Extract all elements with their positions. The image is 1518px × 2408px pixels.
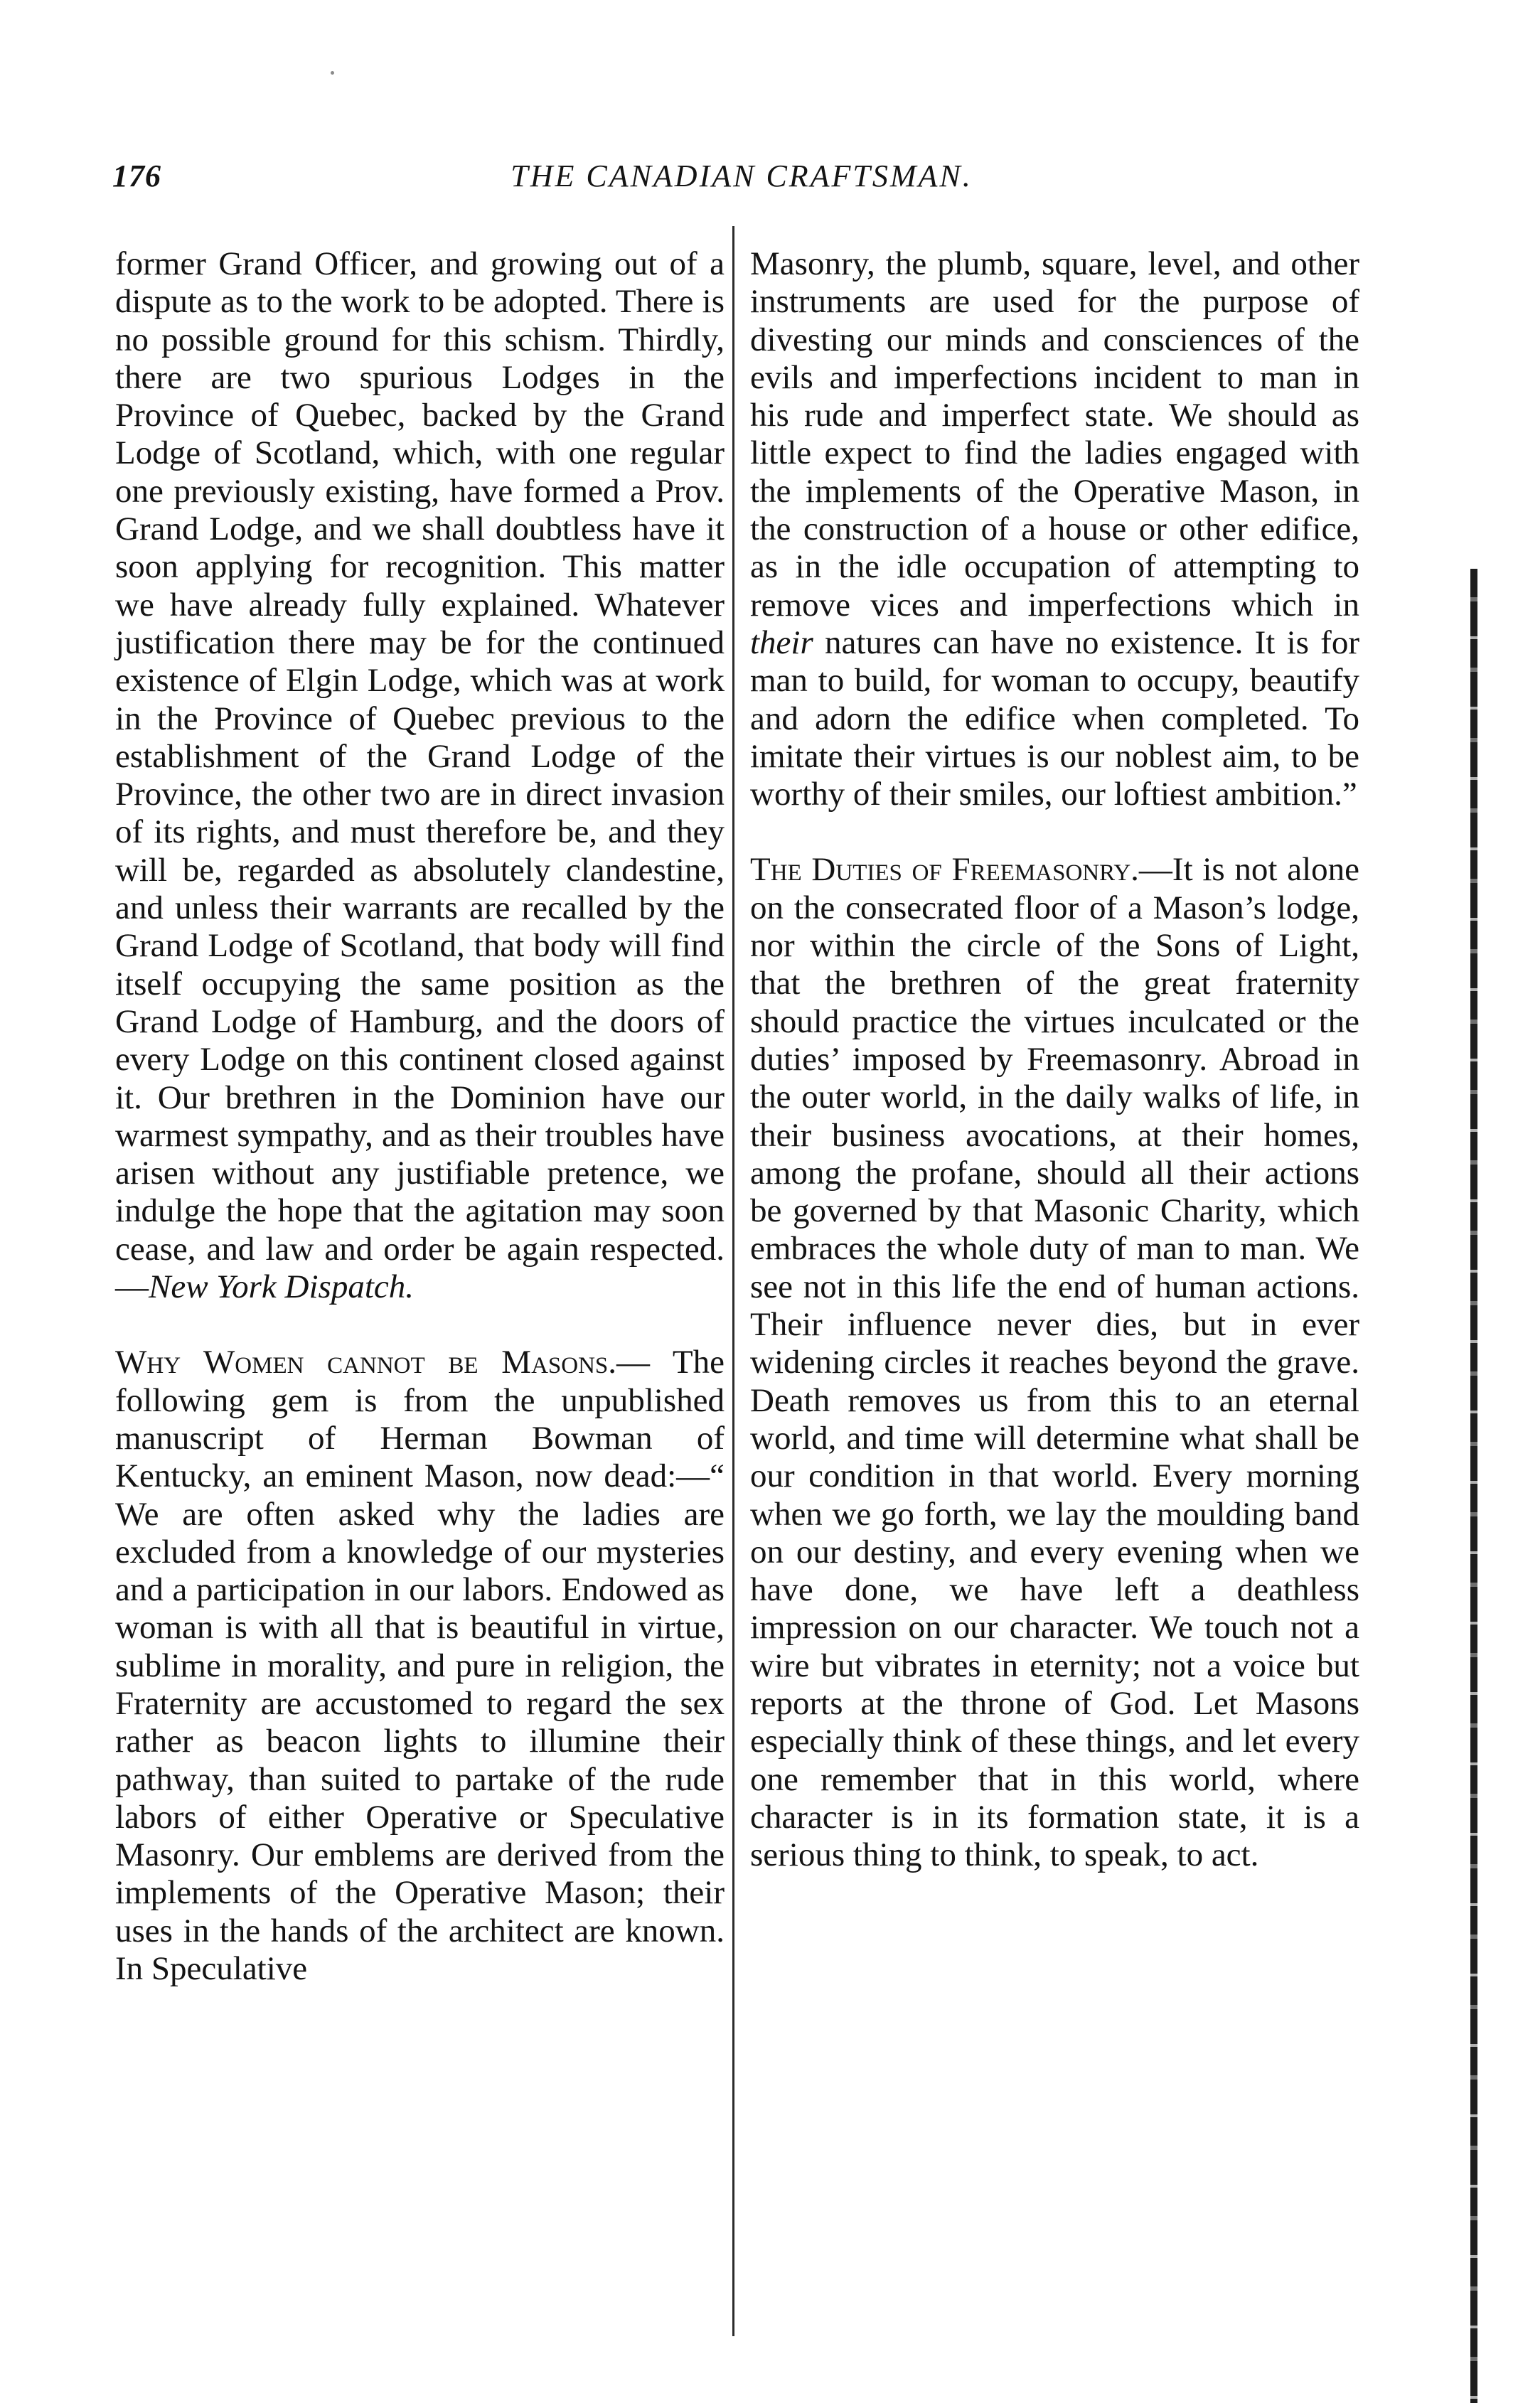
article-heading: The Duties of Freemasonry.— bbox=[750, 851, 1172, 889]
article-women-masons bbox=[115, 1344, 725, 1988]
column-divider bbox=[732, 226, 734, 2336]
page-number: 176 bbox=[112, 159, 161, 193]
article-body: It is not alone on the consecrated floor of a Mason’s lodge, nor within the circle of the Sons of Light, that the brethren of the great fraternity should practice the virtues inculcated or the duties’ imposed by Freemasonry. Abroad in the outer world, in the daily walks of life, in their business avocations, at their homes, among the profane, should all their actions be governed by that Masonic Charity, which embraces the whole duty of man to man. We see not in this life the end of human actions. Their influence never dies, but in ever widening circles it reaches beyond the grave. Death removes us from this to an eternal world, and time will determine what shall be our condition in that world. Every morning when we go forth, we lay the moulding band on our destiny, and every evening when we have done, we have left a deathless impression on our character. We touch not a wire but vibrates in eternity; not a voice but reports at the throne of God. Let Masons especially think of these things, and let every one remember that in this world, where character is in its formation state, it is a serious thing to think, to speak, to act. bbox=[750, 851, 1359, 1874]
article-body: natures can have no existence. It is for man to build, for woman to occupy, beautify and adorn the edifice when completed. To imitate their virtues is our noblest aim, to be worthy of their smiles, our loftiest ambition.” bbox=[750, 624, 1359, 813]
article-continuation bbox=[115, 245, 725, 1306]
article-continuation-text: former Grand Officer, and growing out of a dispute as to the work to be adopted. There is no possible ground for this schism. Thirdly, there are two spurious Lodges in the Province of Quebec, backed by the Grand Lodge of Scotland, which, with one regular one previously existing, have formed a Prov. Grand Lodge, and we shall doubtless have it soon applying for recognition. This matter we have already fully explained. Whatever justification there may be for the continued existence of Elgin Lodge, which was at work in the Province of Quebec previous to the establishment of the Grand Lodge of the Province, the other two are in direct invasion of its rights, and must therefore be, and they will be, regarded as absolutely clandestine, and unless their warrants are recalled by the Grand Lodge of Scotland, that body will find itself occupying the same position as the Grand Lodge of Hamburg, and the doors of every Lodge on this continent closed against it. Our brethren in the Dominion have our warmest sympathy, and as their troubles have arisen without any justifiable pretence, we indulge the hope that the agitation may soon cease, and law and order be again respected.— bbox=[115, 245, 725, 1306]
article-body: The following gem is from the unpublished manuscript of Herman Bowman of Kentucky, an eminent Mason, now dead:—“ We are often asked why the ladies are excluded from a knowledge of our mysteries and a participation in our labors. Endowed as woman is with all that is beautiful in virtue, sublime in morality, and pure in religion, the Fraternity are accustomed to regard the sex rather as beacon lights to illumine their pathway, than suited to partake of the rude labors of either Operative or Speculative Masonry. Our emblems are derived from the implements of the Operative Mason; their uses in the hands of the architect are known. In Speculative bbox=[115, 1344, 725, 1988]
scan-speck bbox=[331, 71, 334, 75]
left-column bbox=[115, 245, 725, 1988]
article-body: Masonry, the plumb, square, level, and other instruments are used for the purpose of divesting our minds and consciences of the evils and imperfections incident to man in his rude and imperfect state. We should as little expect to find the ladies engaged with the implements of the Operative Mason, in the construction of a house or other edifice, as in the idle occupation of attempting to remove vices and imperfections which in bbox=[750, 245, 1359, 624]
article-heading: Why Women cannot be Masons.— bbox=[115, 1344, 651, 1381]
right-column bbox=[750, 245, 1359, 1874]
running-title: THE CANADIAN CRAFTSMAN. bbox=[511, 159, 973, 193]
article-continuation-right bbox=[750, 245, 1359, 813]
scan-binding-edge bbox=[1470, 569, 1477, 2403]
article-duties-freemasonry bbox=[750, 851, 1359, 1874]
emphasis-word: their bbox=[750, 624, 813, 661]
page-header bbox=[112, 158, 1371, 208]
source-citation: New York Dispatch. bbox=[149, 1268, 414, 1306]
